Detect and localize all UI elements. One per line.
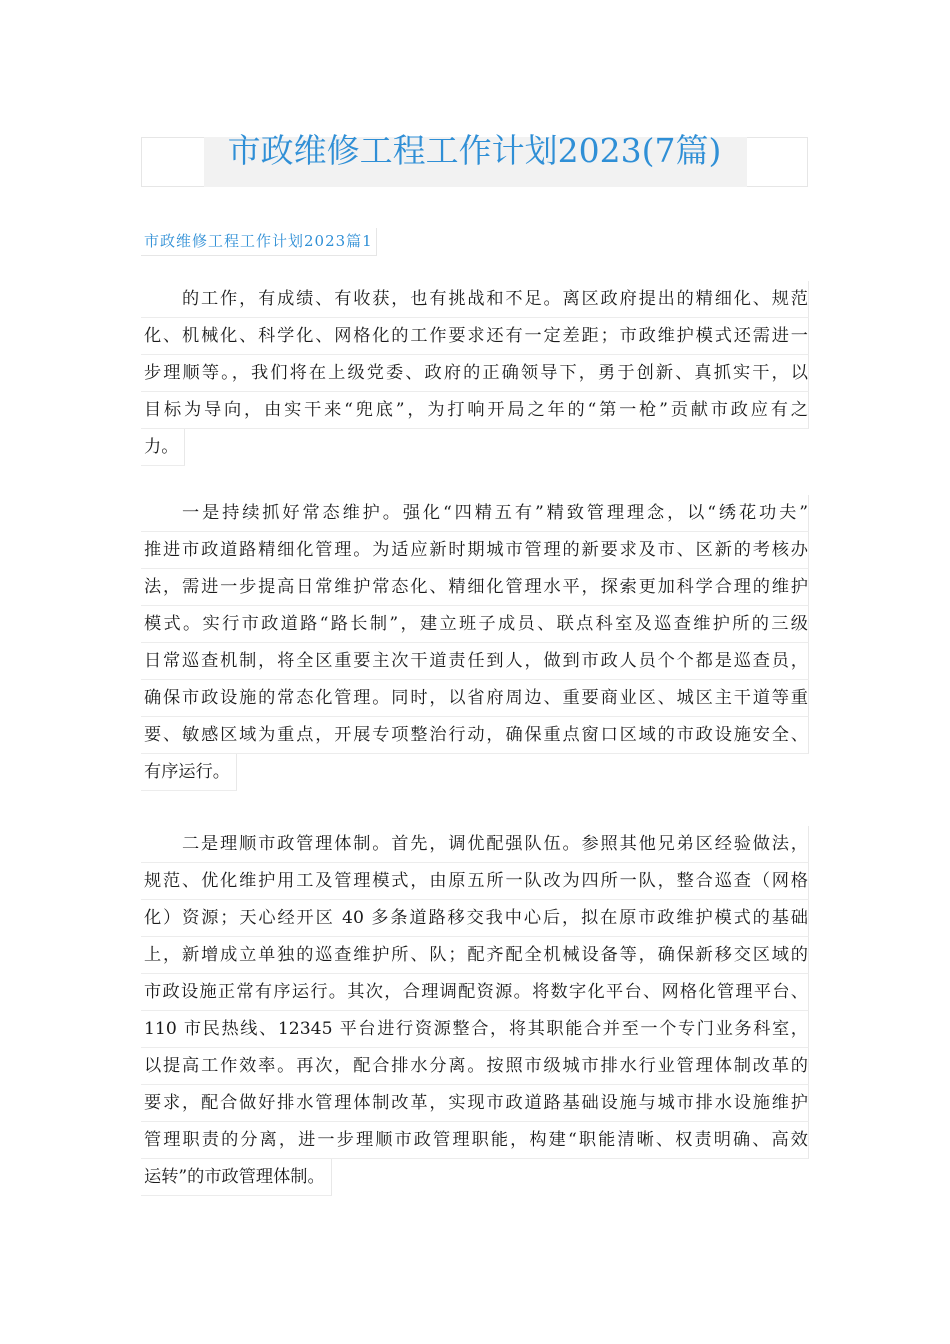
- text-line: 要、敏感区域为重点，开展专项整治行动，确保重点窗口区域的市政设施安全、: [141, 717, 809, 754]
- text-line: 目标为导向，由实干来“兜底”，为打响开局之年的“第一枪”贡献市政应有之: [141, 392, 809, 429]
- text-line: 上，新增成立单独的巡查维护所、队；配齐配全机械设备等，确保新移交区域的: [141, 937, 809, 974]
- text-line: 日常巡查机制，将全区重要主次干道责任到人，做到市政人员个个都是巡查员，: [141, 643, 809, 680]
- text-line: 运转”的市政管理体制。: [141, 1159, 332, 1196]
- text-line: 管理职责的分离，进一步理顺市政管理职能，构建“职能清晰、权责明确、高效: [141, 1122, 809, 1159]
- text-line: 以提高工作效率。再次，配合排水分离。按照市级城市排水行业管理体制改革的: [141, 1048, 809, 1085]
- text-line: 化、机械化、科学化、网格化的工作要求还有一定差距；市政维护模式还需进一: [141, 318, 809, 355]
- paragraph-2: [141, 495, 809, 795]
- text-line: 的工作，有成绩、有收获，也有挑战和不足。离区政府提出的精细化、规范: [141, 281, 809, 318]
- text-line: 化）资源；天心经开区 40 多条道路移交我中心后，拟在原市政维护模式的基础: [141, 900, 809, 937]
- text-line: 规范、优化维护用工及管理模式，由原五所一队改为四所一队，整合巡查（网格: [141, 863, 809, 900]
- text-line: 市政设施正常有序运行。其次，合理调配资源。将数字化平台、网格化管理平台、: [141, 974, 809, 1011]
- text-line: 110 市民热线、12345 平台进行资源整合，将其职能合并至一个专门业务科室，: [141, 1011, 809, 1048]
- section-heading: 市政维修工程工作计划2023篇1: [141, 228, 377, 256]
- paragraph-3: [141, 826, 809, 1200]
- text-line: 确保市政设施的常态化管理。同时，以省府周边、重要商业区、城区主干道等重: [141, 680, 809, 717]
- text-line: 步理顺等。，我们将在上级党委、政府的正确领导下，勇于创新、真抓实干，以: [141, 355, 809, 392]
- text-line: 推进市政道路精细化管理。为适应新时期城市管理的新要求及市、区新的考核办: [141, 532, 809, 569]
- text-line: 要求，配合做好排水管理体制改革，实现市政道路基础设施与城市排水设施维护: [141, 1085, 809, 1122]
- text-line: 力。: [141, 429, 185, 466]
- text-line: 二是理顺市政管理体制。首先，调优配强队伍。参照其他兄弟区经验做法，: [141, 826, 809, 863]
- paragraph-1: [141, 281, 809, 470]
- text-line: 有序运行。: [141, 754, 237, 791]
- text-line: 法，需进一步提高日常维护常态化、精细化管理水平，探索更加科学合理的维护: [141, 569, 809, 606]
- page-title: 市政维修工程工作计划2023(7篇): [227, 131, 722, 170]
- text-line: 一是持续抓好常态维护。强化“四精五有”精致管理理念，以“绣花功夫”: [141, 495, 809, 532]
- text-line: 模式。实行市政道路“路长制”，建立班子成员、联点科室及巡查维护所的三级: [141, 606, 809, 643]
